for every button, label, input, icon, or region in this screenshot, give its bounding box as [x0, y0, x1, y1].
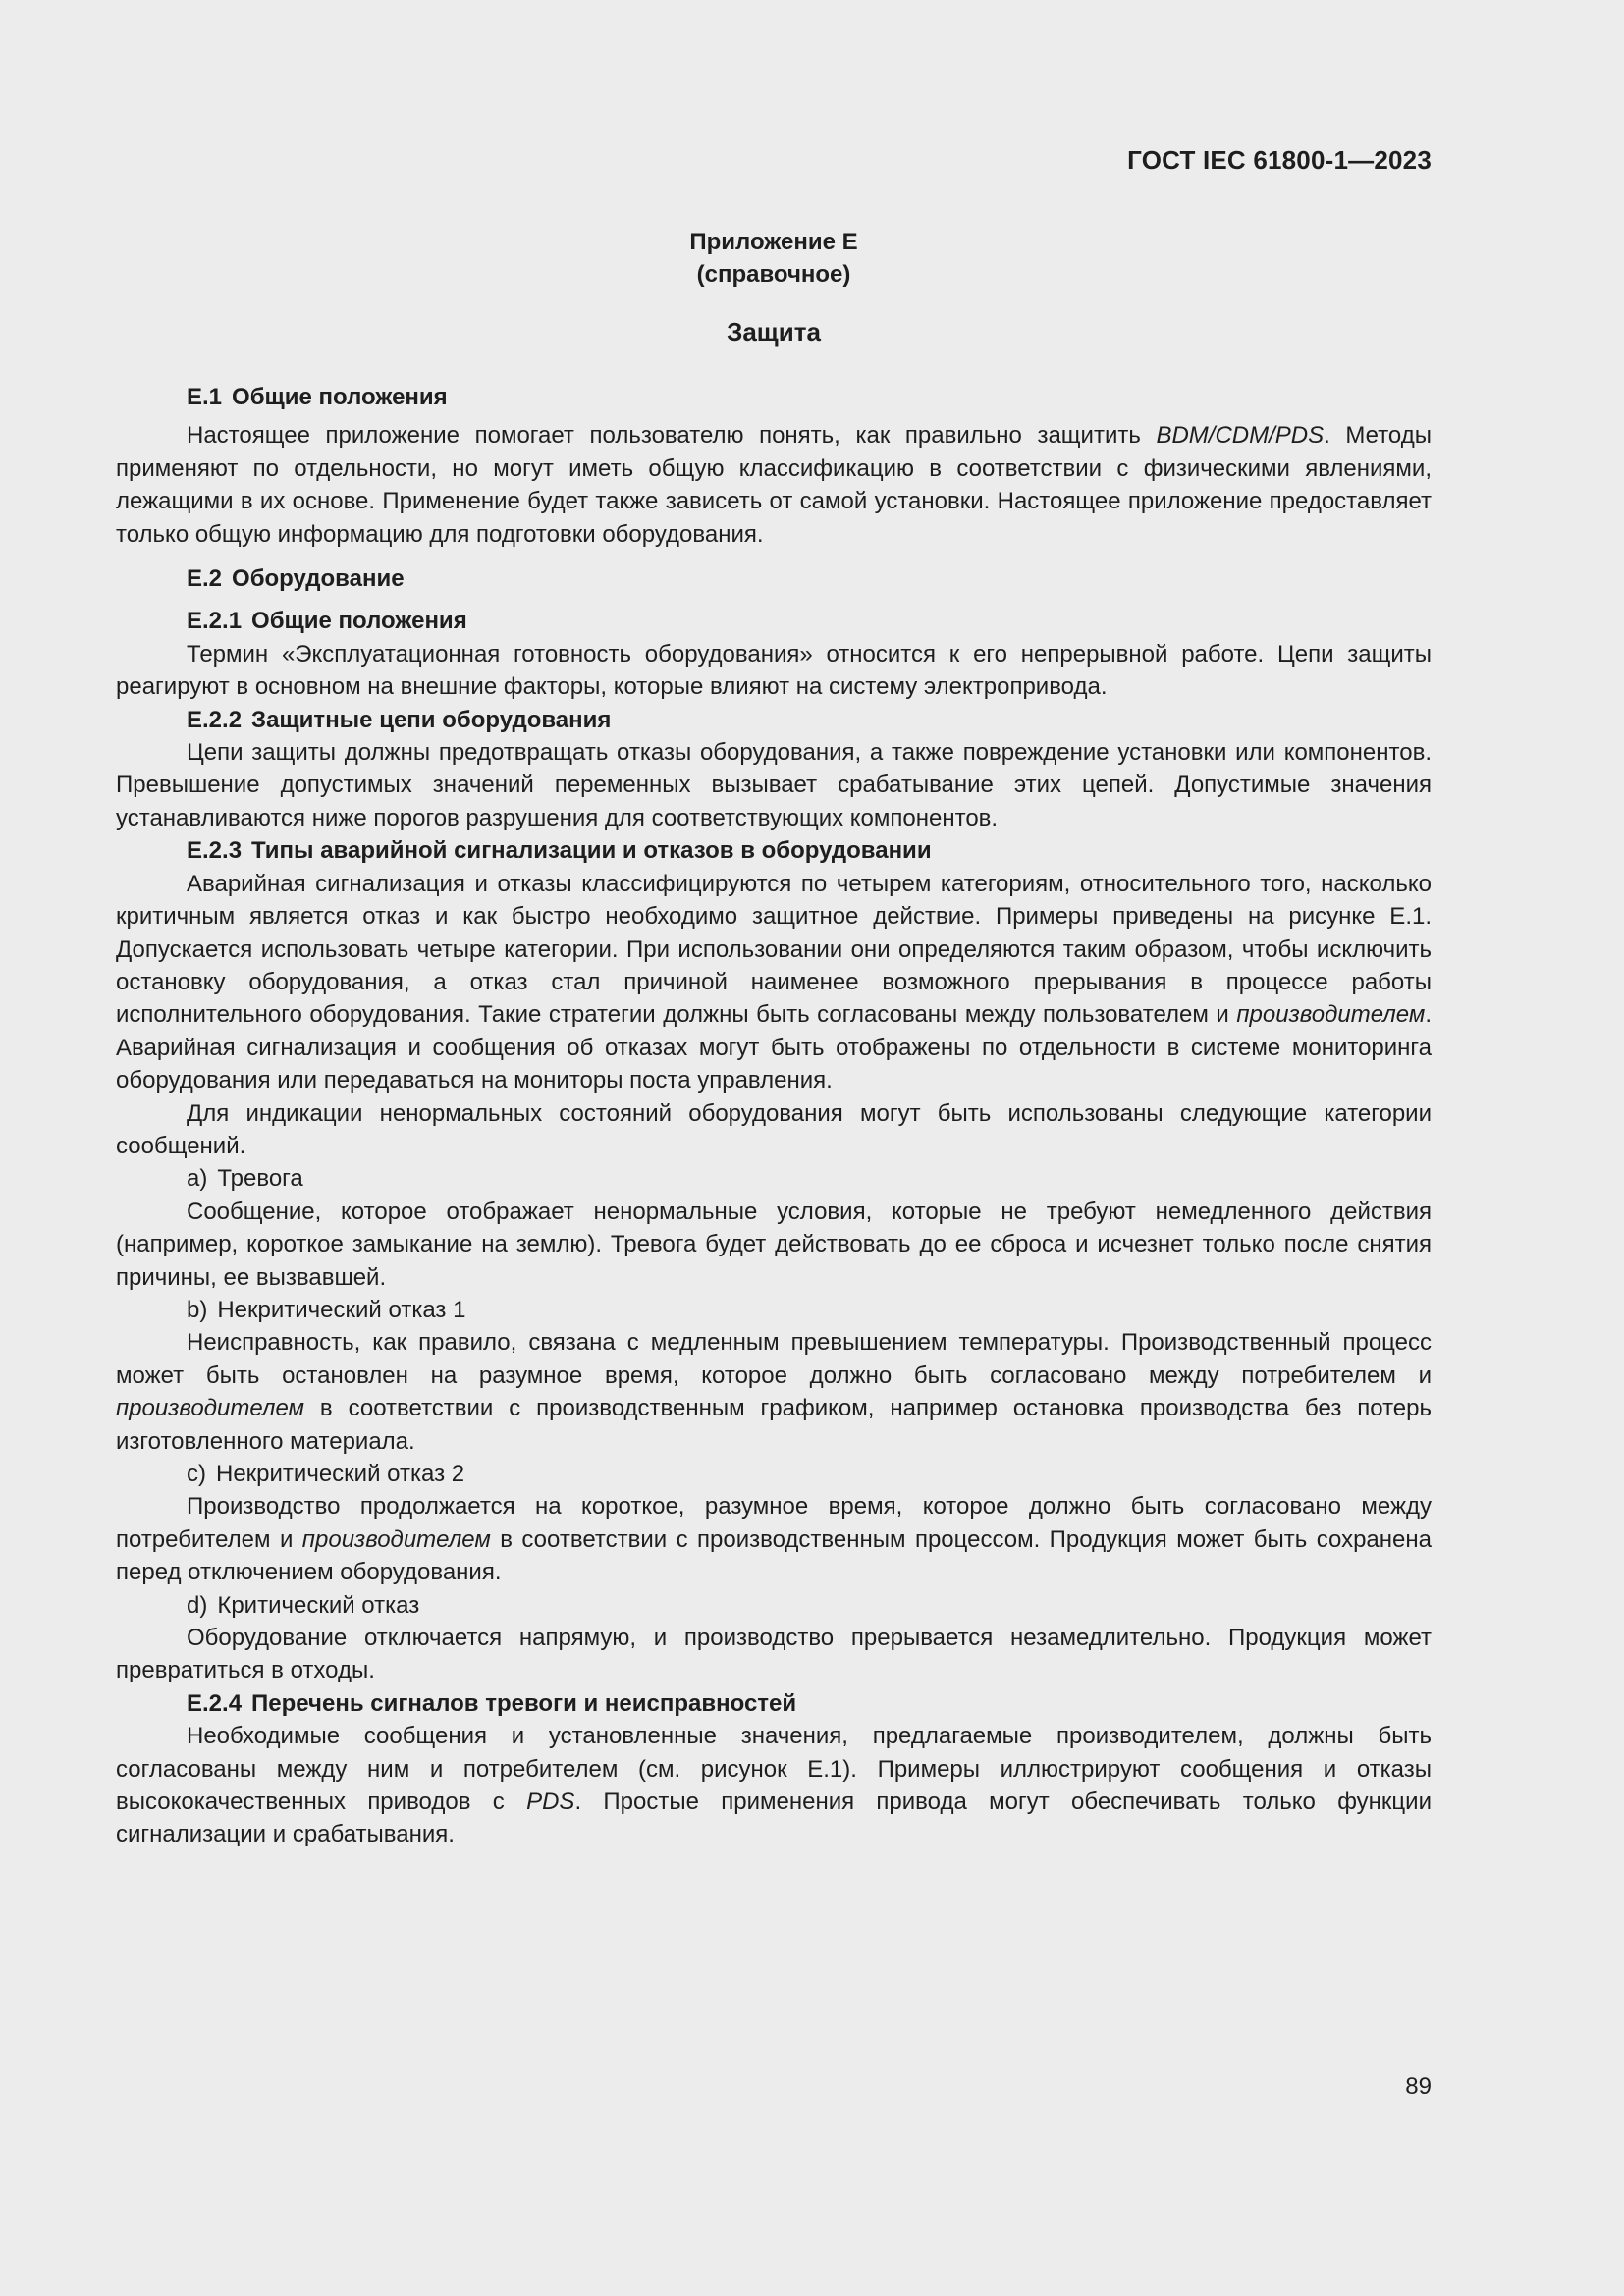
list-label: Некритический отказ 1: [217, 1296, 466, 1323]
paragraph-e1: [116, 419, 1432, 551]
list-marker: a): [187, 1165, 208, 1193]
section-title: Общие положения: [232, 384, 448, 410]
section-heading-e1: [116, 381, 1432, 413]
italic-term: BDM/CDM/PDS: [1156, 422, 1325, 450]
list-marker: d): [187, 1591, 208, 1619]
paragraph-e22: Цепи защиты должны предотвращать отказы оборудования, а также повреждение установки или компонентов. Превышение допустимых значений переменных вызывает срабатывание этих цепей. Допустимые значения устанавливаются ниже порогов разрушения для соответствующих компонентов.: [116, 739, 1432, 831]
italic-term: производителем: [1236, 1001, 1426, 1029]
section-number: Е.1: [187, 384, 223, 410]
list-label: Некритический отказ 2: [216, 1461, 465, 1487]
list-marker: b): [187, 1296, 208, 1323]
standard-designation: ГОСТ IEC 61800-1—2023: [1127, 145, 1432, 175]
paragraph-e23-2: Для индикации ненормальных состояний оборудования могут быть использованы следующие категории сообщений.: [116, 1099, 1432, 1159]
italic-term: производителем: [301, 1525, 491, 1553]
annex-type: (справочное): [696, 261, 851, 288]
list-item-b: [116, 1294, 1432, 1326]
text-run: Необходимые сообщения и установленные значения, предлагаемые производителем, должны быть согласованы между ним и потребителем (см. рисунок Е.1). Примеры иллюстрируют сообщения и отказы высококачественных приводов с: [116, 1723, 1432, 1816]
subsection-title: Типы аварийной сигнализации и отказов в оборудовании: [251, 837, 932, 865]
text-run: Настоящее приложение помогает пользователю понять, как правильно защитить: [187, 422, 1157, 450]
paragraph-e21: Термин «Эксплуатационная готовность оборудования» относится к его непрерывной работе. Цепи защиты реагируют в основном на внешние факторы, которые влияют на систему электропривода.: [116, 640, 1432, 701]
paragraph-e23-1: [116, 868, 1432, 1097]
subsection-heading-e24: [116, 1687, 1432, 1720]
text-run: в соответствии с производственным графиком, например остановка производства без потерь изготовленного материала.: [116, 1395, 1432, 1455]
italic-term: производителем: [116, 1395, 304, 1422]
paragraph-item-a: Сообщение, которое отображает ненормальные условия, которые не требуют немедленного действия (например, короткое замыкание на землю). Тревога будет действовать до ее сброса и исчезнет только после снятия причины, ее вызвавшей.: [116, 1198, 1432, 1291]
subsection-title: Общие положения: [251, 608, 467, 635]
annex-heading: [116, 226, 1432, 291]
section-heading-e2: [116, 562, 1432, 595]
list-label: Тревога: [217, 1165, 303, 1193]
paragraph-e24: [116, 1720, 1432, 1851]
paragraph-item-d: Оборудование отключается напрямую, и производство прерывается незамедлительно. Продукция может превратиться в отходы.: [116, 1625, 1432, 1684]
subsection-number: Е.2.1: [187, 608, 243, 635]
text-run: Производство продолжается на короткое, разумное время, которое должно быть согласовано между потребителем и: [116, 1493, 1432, 1553]
section-title: Оборудование: [232, 565, 405, 593]
document-body: [116, 381, 1432, 1851]
list-item-a: [116, 1162, 1432, 1195]
subsection-number: Е.2.4: [187, 1689, 243, 1717]
text-run: в соответствии с производственным процессом. Продукция может быть сохранена перед отключением оборудования.: [116, 1525, 1432, 1586]
subsection-title: Защитные цепи оборудования: [251, 706, 612, 733]
paragraph-item-b: [116, 1326, 1432, 1458]
list-marker: c): [187, 1461, 206, 1487]
annex-label: Приложение Е: [689, 229, 858, 255]
list-item-d: [116, 1589, 1432, 1622]
list-item-c: [116, 1458, 1432, 1490]
italic-term: PDS: [526, 1789, 575, 1816]
subsection-number: Е.2.2: [187, 706, 243, 733]
text-run: . Методы применяют по отдельности, но могут иметь общую классификацию в соответствии с физическими явлениями, лежащими в их основе. Применение будет также зависеть от самой установки. Настоящее приложение предоставляет только общую информацию для подготовки оборудования.: [116, 422, 1432, 548]
subsection-heading-e21: [116, 605, 1432, 637]
subsection-heading-e22: [116, 704, 1432, 736]
text-run: Неисправность, как правило, связана с медленным превышением температуры. Производственный процесс может быть остановлен на разумное время, которое должно быть согласовано между потребителем и: [116, 1329, 1432, 1389]
subsection-title: Перечень сигналов тревоги и неисправностей: [251, 1689, 797, 1717]
list-label: Критический отказ: [217, 1591, 420, 1619]
subsection-number: Е.2.3: [187, 837, 243, 865]
text-run: . Простые применения привода могут обеспечивать только функции сигнализации и срабатывания.: [116, 1789, 1432, 1848]
page-number: 89: [1405, 2073, 1432, 2100]
section-number: Е.2: [187, 565, 223, 593]
text-run: . Аварийная сигнализация и сообщения об отказах могут быть отображены по отдельности в системе мониторинга оборудования или передаваться на мониторы поста управления.: [116, 1001, 1432, 1095]
annex-title: Защита: [727, 317, 821, 347]
subsection-heading-e23: [116, 834, 1432, 867]
text-run: Аварийная сигнализация и отказы классифицируются по четырем категориям, относительного того, насколько критичным является отказ и как быстро необходимо защитное действие. Примеры приведены на рисунке Е.1. Допускается использовать четыре категории. При использовании они определяются таким образом, чтобы исключить остановку оборудования, а отказ стал причиной наименее возможного прерывания в процессе работы исполнительного оборудования. Такие стратегии должны быть согласованы между пользователем и: [116, 870, 1432, 1029]
paragraph-item-c: [116, 1490, 1432, 1588]
